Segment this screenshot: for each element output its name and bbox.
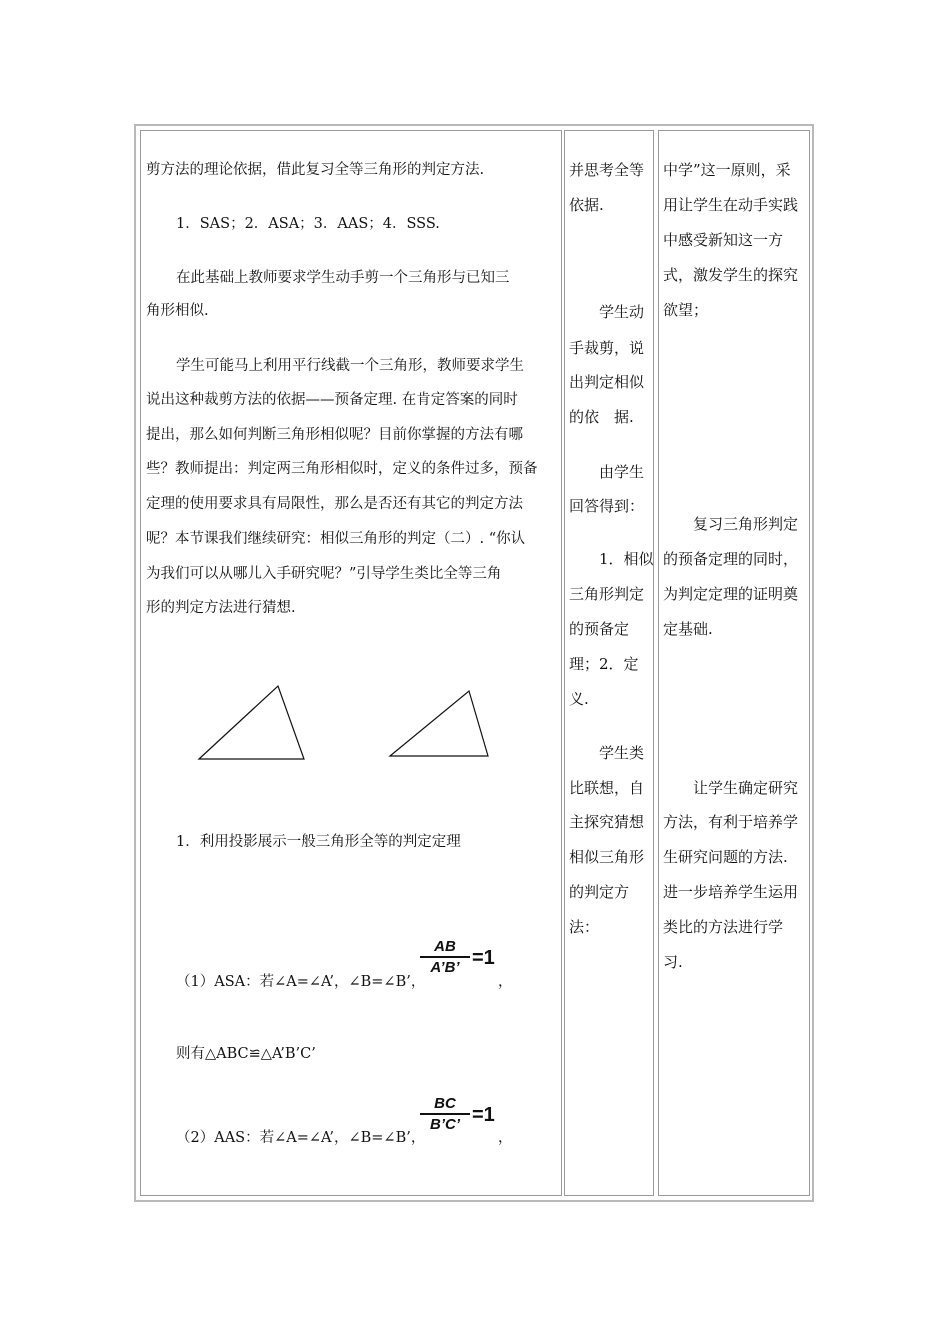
student-text-line: 相似三角形 bbox=[569, 848, 645, 866]
student-text-line: 三角形判定 bbox=[569, 585, 645, 603]
student-text-line: 比联想，自 bbox=[569, 779, 645, 797]
intent-text-line: 中感受新知这一方 bbox=[663, 231, 784, 249]
text-line: 些？教师提出：判定两三角形相似时，定义的条件过多，预备 bbox=[146, 461, 538, 477]
intent-text-line: 的预备定理的同时， bbox=[663, 550, 799, 568]
design-intent-column bbox=[658, 130, 810, 1196]
student-text-line: 回答得到： bbox=[569, 497, 645, 515]
asa-result: 则有△ABC≌△A’B’C’ bbox=[176, 1046, 316, 1062]
student-text-line: 由学生 bbox=[599, 463, 645, 481]
intent-text-line: 用让学生在动手实践 bbox=[663, 196, 799, 214]
text-line: 提出，那么如何判断三角形相似呢？目前你掌握的方法有哪 bbox=[146, 427, 523, 443]
text-line: 角形相似. bbox=[146, 303, 209, 319]
student-text-line: 义. bbox=[569, 690, 589, 708]
equals-one: =1 bbox=[472, 1104, 495, 1126]
triangle-figures bbox=[170, 655, 530, 780]
intent-text-line: 定基础. bbox=[663, 620, 713, 638]
student-text-line: 的判定方 bbox=[569, 883, 630, 901]
student-text-line: 主探究猜想 bbox=[569, 813, 645, 831]
student-text-line: 法： bbox=[569, 918, 600, 936]
aas-condition: （2）AAS：若∠A=∠A’，∠B=∠B’， bbox=[176, 1130, 426, 1146]
student-text-line: 依据. bbox=[569, 196, 604, 214]
fraction-ab-over-ab-prime bbox=[420, 938, 470, 976]
text-line: 1．利用投影展示一般三角形全等的判定定理 bbox=[176, 834, 461, 850]
intent-text-line: 生研究问题的方法. bbox=[663, 848, 788, 866]
student-text-line: 的依 据. bbox=[569, 408, 634, 426]
text-line: 形的判定方法进行猜想. bbox=[146, 600, 296, 616]
triangle-abc-prime bbox=[390, 691, 488, 756]
fraction-numerator: BC bbox=[434, 1095, 456, 1112]
text-line: 定理的使用要求具有局限性，那么是否还有其它的判定方法 bbox=[146, 496, 523, 512]
text-line: 剪方法的理论依据，借此复习全等三角形的判定方法. bbox=[146, 162, 485, 178]
intent-text-line: 欲望； bbox=[663, 301, 709, 319]
criteria-list: 1．SAS；2．ASA；3．AAS；4．SSS. bbox=[176, 216, 440, 232]
intent-text-line: 复习三角形判定 bbox=[693, 515, 799, 533]
text-line: 为我们可以从哪儿入手研究呢？”引导学生类比全等三角 bbox=[146, 566, 502, 582]
fraction-denominator: A’B’ bbox=[430, 959, 460, 976]
equals-one: =1 bbox=[472, 947, 495, 969]
intent-text-line: 式，激发学生的探究 bbox=[663, 266, 799, 284]
comma: ， bbox=[498, 1130, 513, 1146]
student-text-line: 的预备定 bbox=[569, 620, 630, 638]
student-text-line: 出判定相似 bbox=[569, 373, 645, 391]
asa-condition: （1）ASA：若∠A=∠A’，∠B=∠B’， bbox=[176, 974, 426, 990]
intent-text-line: 习. bbox=[663, 953, 683, 971]
triangle-abc bbox=[199, 686, 304, 759]
intent-text-line: 中学”这一原则，采 bbox=[663, 161, 791, 179]
intent-text-line: 为判定定理的证明奠 bbox=[663, 585, 799, 603]
text-line: 说出这种裁剪方法的依据——预备定理. 在肯定答案的同时 bbox=[146, 392, 518, 408]
fraction-bc-over-bc-prime bbox=[420, 1095, 470, 1133]
student-text-line: 并思考全等 bbox=[569, 161, 645, 179]
student-text-line: 手裁剪，说 bbox=[569, 339, 645, 357]
student-text-line: 学生动 bbox=[599, 303, 645, 321]
student-text-line: 1．相似 bbox=[599, 550, 654, 568]
intent-text-line: 类比的方法进行学 bbox=[663, 918, 784, 936]
comma: ， bbox=[498, 974, 513, 990]
text-line: 学生可能马上利用平行线截一个三角形，教师要求学生 bbox=[176, 358, 524, 374]
fraction-denominator: B’C’ bbox=[430, 1116, 460, 1133]
intent-text-line: 方法，有利于培养学 bbox=[663, 813, 799, 831]
fraction-numerator: AB bbox=[434, 938, 456, 955]
intent-text-line: 让学生确定研究 bbox=[693, 779, 799, 797]
student-text-line: 学生类 bbox=[599, 744, 645, 762]
text-line: 在此基础上教师要求学生动手剪一个三角形与已知三 bbox=[176, 270, 510, 286]
student-text-line: 理；2．定 bbox=[569, 655, 639, 673]
text-line: 呢？本节课我们继续研究：相似三角形的判定（二）. “你认 bbox=[146, 531, 526, 547]
intent-text-line: 进一步培养学生运用 bbox=[663, 883, 799, 901]
